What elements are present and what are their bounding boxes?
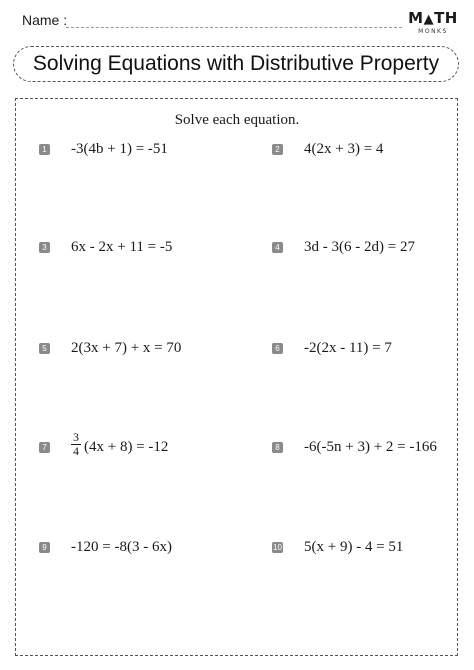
logo-text: M▲TH — [408, 9, 458, 27]
name-label: Name : — [22, 12, 68, 28]
problem-equation: 5(x + 9) - 4 = 51 — [304, 539, 404, 555]
problem-equation: 2(3x + 7) + x = 70 — [71, 340, 182, 356]
name-row — [22, 12, 392, 32]
problem-equation: 3d - 3(6 - 2d) = 27 — [304, 239, 415, 255]
problem-number-badge: 1 — [39, 144, 50, 155]
fraction — [71, 431, 81, 458]
problem-equation: 4(2x + 3) = 4 — [304, 141, 384, 157]
problem-number-badge: 3 — [39, 242, 50, 253]
problem-number-badge: 4 — [272, 242, 283, 253]
problem-number-badge: 8 — [272, 442, 283, 453]
math-monks-logo — [408, 9, 458, 45]
problem-number-badge: 2 — [272, 144, 283, 155]
problem-equation: (4x + 8) = -12 — [84, 439, 169, 455]
worksheet-title: Solving Equations with Distributive Property — [13, 46, 459, 82]
problem-number-badge: 5 — [39, 343, 50, 354]
problem-number-badge: 10 — [273, 543, 282, 552]
problem-equation: 6x - 2x + 11 = -5 — [71, 239, 173, 255]
problem-equation: -2(2x - 11) = 7 — [304, 340, 392, 356]
triangle-icon: ▲ — [423, 12, 435, 27]
problems-box — [15, 98, 458, 656]
problem-equation: -120 = -8(3 - 6x) — [71, 539, 172, 555]
fraction-numerator: 3 — [73, 430, 79, 444]
logo-subtext: MONKS — [418, 28, 448, 35]
problem-number-badge: 9 — [39, 542, 50, 553]
problem-number-badge: 6 — [272, 343, 283, 354]
problem-number-badge: 7 — [39, 442, 50, 453]
fraction-denominator: 4 — [73, 444, 79, 458]
name-line — [66, 27, 402, 28]
problem-equation: -6(-5n + 3) + 2 = -166 — [304, 439, 437, 455]
instruction: Solve each equation. — [174, 112, 300, 128]
problem-equation: -3(4b + 1) = -51 — [71, 141, 168, 157]
